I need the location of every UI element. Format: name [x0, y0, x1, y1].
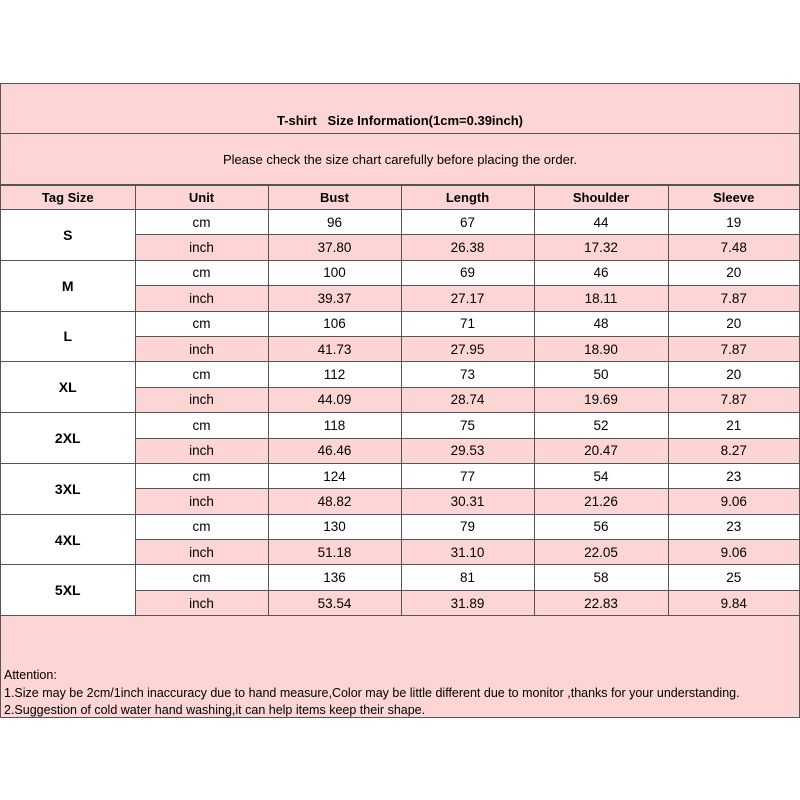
table-row — [1, 413, 799, 438]
bust-cell: 136 — [268, 565, 401, 590]
bust-cell: 53.54 — [268, 590, 401, 615]
shoulder-cell: 44 — [534, 210, 668, 235]
shoulder-cell: 22.83 — [534, 590, 668, 615]
length-cell: 73 — [401, 362, 534, 387]
table-row — [1, 311, 799, 336]
tag-size-cell: XL — [1, 362, 135, 413]
header-shoulder: Shoulder — [534, 186, 668, 210]
tag-size-cell: 3XL — [1, 463, 135, 514]
length-cell: 27.17 — [401, 286, 534, 311]
table-row — [1, 260, 799, 285]
shoulder-cell: 46 — [534, 260, 668, 285]
bust-cell: 44.09 — [268, 387, 401, 412]
header-unit: Unit — [135, 186, 268, 210]
tag-size-cell: S — [1, 210, 135, 261]
bust-cell: 106 — [268, 311, 401, 336]
shoulder-cell: 50 — [534, 362, 668, 387]
length-cell: 27.95 — [401, 336, 534, 361]
unit-cell: inch — [135, 438, 268, 463]
sleeve-cell: 9.06 — [668, 489, 799, 514]
bust-cell: 46.46 — [268, 438, 401, 463]
sleeve-cell: 20 — [668, 362, 799, 387]
sleeve-cell: 8.27 — [668, 438, 799, 463]
sleeve-cell: 7.87 — [668, 286, 799, 311]
shoulder-cell: 48 — [534, 311, 668, 336]
size-table-body — [1, 210, 799, 616]
shoulder-cell: 22.05 — [534, 540, 668, 565]
shoulder-cell: 20.47 — [534, 438, 668, 463]
size-table — [1, 185, 799, 616]
shoulder-cell: 18.11 — [534, 286, 668, 311]
unit-cell: cm — [135, 463, 268, 488]
sleeve-cell: 19 — [668, 210, 799, 235]
tag-size-cell: L — [1, 311, 135, 362]
sleeve-cell: 21 — [668, 413, 799, 438]
chart-title: T-shirt Size Information(1cm=0.39inch) — [1, 84, 799, 134]
shoulder-cell: 58 — [534, 565, 668, 590]
unit-cell: cm — [135, 260, 268, 285]
length-cell: 31.10 — [401, 540, 534, 565]
unit-cell: inch — [135, 336, 268, 361]
attention-heading: Attention: — [4, 668, 57, 682]
sleeve-cell: 25 — [668, 565, 799, 590]
sleeve-cell: 23 — [668, 514, 799, 539]
shoulder-cell: 17.32 — [534, 235, 668, 260]
header-length: Length — [401, 186, 534, 210]
sleeve-cell: 9.84 — [668, 590, 799, 615]
length-cell: 69 — [401, 260, 534, 285]
sleeve-cell: 7.48 — [668, 235, 799, 260]
shoulder-cell: 21.26 — [534, 489, 668, 514]
table-row — [1, 514, 799, 539]
length-cell: 81 — [401, 565, 534, 590]
bust-cell: 48.82 — [268, 489, 401, 514]
bust-cell: 100 — [268, 260, 401, 285]
header-tag-size: Tag Size — [1, 186, 135, 210]
unit-cell: cm — [135, 362, 268, 387]
tag-size-cell: 5XL — [1, 565, 135, 616]
length-cell: 77 — [401, 463, 534, 488]
bust-cell: 39.37 — [268, 286, 401, 311]
unit-cell: inch — [135, 235, 268, 260]
tag-size-cell: 4XL — [1, 514, 135, 565]
bust-cell: 37.80 — [268, 235, 401, 260]
unit-cell: inch — [135, 489, 268, 514]
bust-cell: 96 — [268, 210, 401, 235]
bust-cell: 118 — [268, 413, 401, 438]
chart-subtitle: Please check the size chart carefully before placing the order. — [1, 134, 799, 185]
length-cell: 30.31 — [401, 489, 534, 514]
sleeve-cell: 7.87 — [668, 387, 799, 412]
shoulder-cell: 52 — [534, 413, 668, 438]
unit-cell: cm — [135, 311, 268, 336]
sleeve-cell: 23 — [668, 463, 799, 488]
unit-cell: cm — [135, 514, 268, 539]
shoulder-cell: 56 — [534, 514, 668, 539]
unit-cell: inch — [135, 387, 268, 412]
bust-cell: 112 — [268, 362, 401, 387]
table-row — [1, 463, 799, 488]
length-cell: 31.89 — [401, 590, 534, 615]
bust-cell: 130 — [268, 514, 401, 539]
length-cell: 79 — [401, 514, 534, 539]
header-sleeve: Sleeve — [668, 186, 799, 210]
length-cell: 28.74 — [401, 387, 534, 412]
attention-notes — [4, 667, 740, 720]
length-cell: 71 — [401, 311, 534, 336]
length-cell: 75 — [401, 413, 534, 438]
attention-line-1: 1.Size may be 2cm/1inch inaccuracy due to hand measure,Color may be little different due to monitor ,thanks for your understanding. — [4, 685, 740, 700]
unit-cell: cm — [135, 413, 268, 438]
length-cell: 29.53 — [401, 438, 534, 463]
bust-cell: 124 — [268, 463, 401, 488]
length-cell: 67 — [401, 210, 534, 235]
unit-cell: cm — [135, 210, 268, 235]
header-row — [1, 186, 799, 210]
unit-cell: cm — [135, 565, 268, 590]
unit-cell: inch — [135, 540, 268, 565]
length-cell: 26.38 — [401, 235, 534, 260]
tag-size-cell: 2XL — [1, 413, 135, 464]
shoulder-cell: 54 — [534, 463, 668, 488]
unit-cell: inch — [135, 286, 268, 311]
sleeve-cell: 20 — [668, 311, 799, 336]
table-row — [1, 210, 799, 235]
shoulder-cell: 18.90 — [534, 336, 668, 361]
table-row — [1, 565, 799, 590]
shoulder-cell: 19.69 — [534, 387, 668, 412]
sleeve-cell: 20 — [668, 260, 799, 285]
attention-line-2: 2.Suggestion of cold water hand washing,it can help items keep their shape. — [4, 703, 426, 717]
sleeve-cell: 9.06 — [668, 540, 799, 565]
bust-cell: 51.18 — [268, 540, 401, 565]
unit-cell: inch — [135, 590, 268, 615]
tag-size-cell: M — [1, 260, 135, 311]
bust-cell: 41.73 — [268, 336, 401, 361]
table-row — [1, 362, 799, 387]
size-chart-sheet — [0, 83, 800, 718]
sleeve-cell: 7.87 — [668, 336, 799, 361]
header-bust: Bust — [268, 186, 401, 210]
